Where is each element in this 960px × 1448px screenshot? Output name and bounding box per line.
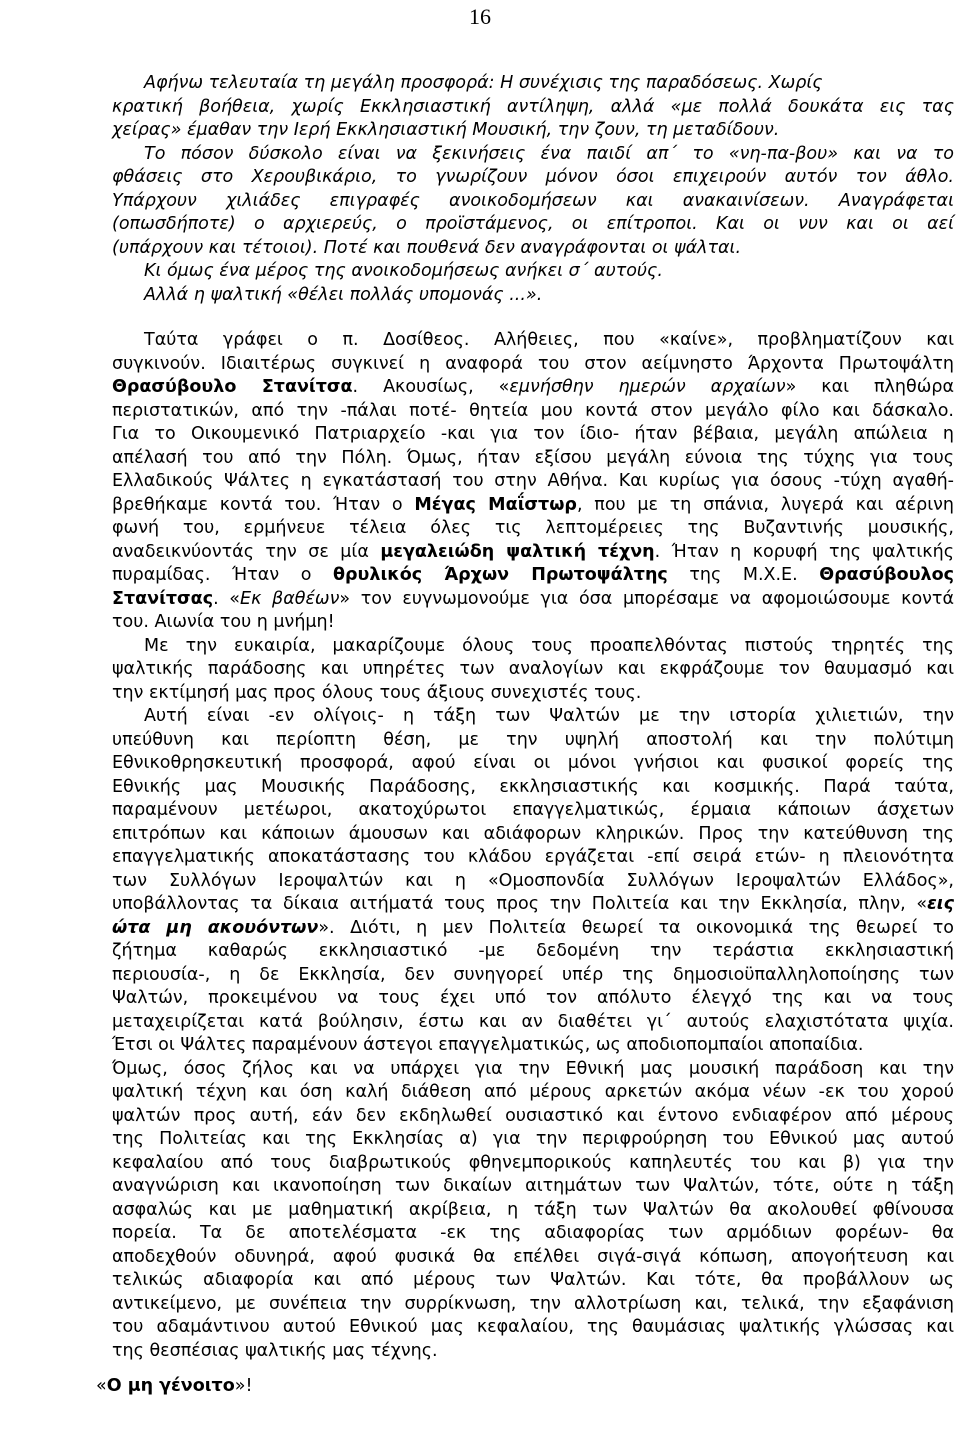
text-line: φωνή του, ερμήνευε τέλεια όλες τις λεπτομέρειες της Βυζαντινής μουσικής, bbox=[112, 518, 954, 538]
text-line: απέλασή του από την Πόλη. Όμως, ήταν εξίσου μεγάλη εύνοια της τύχης για τους bbox=[112, 447, 954, 468]
text-span: »! bbox=[234, 1376, 253, 1396]
text-line: ζήτημα καθαρώς εκκλησιαστικό -με δεδομένη την τεράστια εκκλησιαστική bbox=[112, 941, 954, 961]
text-line: Αλλά η ψαλτική «θέλει πολλάς υπομονάς ...». bbox=[144, 284, 543, 305]
body-text bbox=[96, 72, 955, 1399]
text-line: κεφαλαίου από τους διαβρωτικούς φθηνεμπορικούς καπηλευτές του και β) για την bbox=[112, 1152, 954, 1173]
text-line: χείρας» έμαθαν την Ιερή Εκκλησιαστική Μουσική, την ζουν, τη μεταδίδουν. bbox=[112, 120, 780, 140]
text-line bbox=[112, 376, 954, 400]
text-line bbox=[112, 588, 954, 612]
text-span: μεγαλειώδη ψαλτική τέχνη bbox=[380, 541, 655, 562]
text-span: υποβάλλοντας τα δίκαια αιτήματά τους προς την Πολιτεία και την Εκκλησία, πλην, « bbox=[112, 894, 928, 914]
text-span: . Ήταν η κορυφή της ψαλτικής bbox=[654, 541, 954, 562]
text-line: τελικώς αδιαφορία και από μέρους των Ψαλτών. Και τότε, θα προβάλλουν ως bbox=[112, 1270, 954, 1290]
text-line: της Πολιτείας και της Εκκλησίας α) για την περιφρούρηση του Εθνικού μας αυτού bbox=[112, 1129, 954, 1149]
text-line bbox=[96, 1375, 954, 1399]
text-span: θρυλικός Άρχων Πρωτοψάλτης bbox=[333, 565, 668, 585]
text-span: Μέγας Μαΐστωρ bbox=[414, 494, 577, 515]
text-line bbox=[112, 541, 954, 565]
text-line: συγκινούν. Ιδιαιτέρως συγκινεί η αναφορά του στον αείμνηστο Άρχοντα Πρωτοψάλτη bbox=[112, 353, 954, 374]
text-line: ασφαλώς και με μαθηματική ακρίβεια, η τάξη των Ψαλτών θα ακολουθεί φθίνουσα bbox=[112, 1199, 954, 1220]
text-line bbox=[112, 494, 954, 518]
text-line: ψαλτικής παράδοσης και υπηρέτες των αναλογίων και εκφράζουμε τον θαυμασμό και bbox=[112, 659, 954, 679]
text-span: . Ακουσίως, « bbox=[352, 377, 510, 397]
page-number: 16 bbox=[469, 4, 491, 29]
text-line: Ελλαδικούς Ψάλτες η εγκατάστασή του στην Αθήνα. Και κυρίως για όσους -τύχη αγαθή- bbox=[112, 471, 954, 491]
text-line: πορεία. Τα δε αποτελέσματα -εκ της αδιαφορίας των αρμόδιων φορέων- θα bbox=[112, 1223, 954, 1243]
text-line: περιστατικών, από την -πάλαι ποτέ- θητεία μου κοντά στον μεγάλο φίλο και δάσκαλο. bbox=[112, 400, 954, 421]
text-line: Για το Οικουμενικό Πατριαρχείο -και για τον ίδιο- ήταν βέβαια, μεγάλη απώλεια η bbox=[112, 424, 954, 444]
text-line bbox=[112, 893, 954, 917]
text-span: Ο μη γένοιτο bbox=[106, 1376, 235, 1396]
text-line: ψαλτική τέχνη και όση καλή διάθεση από μέρους αρκετών ακόμα νέων -εκ του χορού bbox=[112, 1082, 954, 1102]
text-line: αντικείμενο, με συνέπεια την συρρίκνωση, την αλλοτρίωση και, τελικά, την εξαφάνιση bbox=[112, 1293, 954, 1314]
text-line: των Συλλόγων Ιεροψαλτών και η «Ομοσπονδία Συλλόγων Ιεροψαλτών Ελλάδος», bbox=[112, 870, 954, 891]
text-line: της θεσπέσιας ψαλτικής μας τέχνης. bbox=[112, 1340, 438, 1361]
text-line: Υπάρχουν χιλιάδες επιγραφές ανοικοδομήσεων και ανακαινίσεων. Αναγράφεται bbox=[112, 190, 954, 211]
text-span: Εκ βαθέων bbox=[240, 588, 340, 609]
text-line: Αυτή είναι -εν ολίγοις- η τάξη των Ψαλτών με την ιστορία χιλιετιών, την bbox=[144, 706, 954, 726]
text-line: Ταύτα γράφει ο π. Δοσίθεος. Αλήθειες, που «καίνε», προβληματίζουν και bbox=[144, 330, 954, 350]
paragraph-gap bbox=[112, 1363, 954, 1375]
text-line: επαγγελματικής αποκατάστασης του κλάδου εργάζεται -επί σειρά ετών- η πλειονότητα bbox=[112, 847, 954, 867]
text-line: περιουσία-, η δε Εκκλησία, δεν συνηγορεί υπέρ της δημοσιοϋπαλληλοποίησης των bbox=[112, 964, 954, 985]
text-line: Έτσι οι Ψάλτες παραμένουν άστεγοι επαγγελματικώς, ως αποδιοπομπαίοι αποπαίδια. bbox=[112, 1035, 864, 1055]
text-span: » και πληθώρα bbox=[785, 377, 954, 397]
text-span: Θρασύβουλος bbox=[819, 565, 954, 585]
text-line: επιτρόπων και κάποιων άμουσων και αδιάφορων κληρικών. Προς την κατεύθυνση της bbox=[112, 823, 954, 844]
text-line: Εθνικοθρησκευτική προσφορά, αφού είναι οι μόνοι γνήσιοι και φυσικοί φορείς της bbox=[112, 753, 954, 773]
text-line: αποδεχθούν οδυνηρά, αφού φυσικά θα επέλθει σιγά-σιγά κόπωση, απογοήτευση και bbox=[112, 1246, 954, 1267]
text-line: κρατική βοήθεια, χωρίς Εκκλησιαστική αντίληψη, αλλά «με πολλά δουκάτα εις τας bbox=[112, 96, 954, 117]
text-line: υπεύθυνη και περίοπτη θέση, με την υψηλή αποστολή και την πολύτιμη bbox=[112, 729, 954, 750]
text-span: » τον ευγνωμονούμε για όσα μπορέσαμε να αφομοιώσουμε κοντά bbox=[339, 588, 954, 609]
text-line: Αφήνω τελευταία τη μεγάλη προσφορά: Η συνέχισις της παραδόσεως. Χωρίς bbox=[144, 73, 823, 93]
text-line: (οπωσδήποτε) ο αρχιερεύς, ο προϊστάμενος, οι επίτροποι. Και οι νυν και οι αεί bbox=[112, 214, 954, 234]
text-span: Στανίτσας bbox=[112, 588, 214, 609]
text-line bbox=[112, 564, 954, 588]
paragraph-gap bbox=[112, 307, 954, 329]
text-line: Το πόσον δύσκολο είναι να ξεκινήσεις ένα παιδί απ΄ το «νη-πα-βου» και να το bbox=[144, 143, 954, 164]
text-line: μεταχειρίζεται κατά βούλησιν, έστω και αν διαθέτει γι΄ αυτούς ελαχιστότατα ψιχία. bbox=[112, 1011, 954, 1032]
text-line: ψαλτών προς αυτή, εάν δεν εκδηλωθεί ουσιαστικό και έντονο ενδιαφέρον από μέρους bbox=[112, 1105, 954, 1126]
text-line: (υπάρχουν και τέτοιοι). Ποτέ και πουθενά δεν αναγράφονται οι ψάλται. bbox=[112, 237, 742, 258]
text-line: αναγνώριση και ικανοποίηση των δικαίων αιτημάτων των Ψαλτών, τότε, ούτε η τάξη bbox=[112, 1176, 954, 1196]
text-line: Ψαλτών, προκειμένου να τους έχει υπό τον απόλυτο έλεγχό της και να τους bbox=[112, 988, 954, 1008]
text-span: αναδεικνύοντάς την σε μία bbox=[112, 541, 381, 562]
text-line bbox=[112, 917, 954, 941]
text-line: Με την ευκαιρία, μακαρίζουμε όλους τους προαπελθόντας πιστούς τηρητές της bbox=[144, 635, 954, 656]
text-line: Εθνικής μας Μουσικής Παράδοσης, εκκλησιαστικής και κοσμικής. Παρά ταύτα, bbox=[112, 776, 954, 797]
text-line: την εκτίμησή μας προς όλους τους άξιους συνεχιστές τους. bbox=[112, 682, 642, 703]
text-line: του αδαμάντινου αυτού Εθνικού μας κεφαλαίου, της θαυμάσιας ψαλτικής γλώσσας και bbox=[112, 1317, 954, 1337]
text-span: πυραμίδας. Ήταν ο bbox=[112, 565, 333, 585]
text-line: Όμως, όσος ζήλος και να υπάρχει για την Εθνική μας μουσική παράδοση και την bbox=[112, 1058, 954, 1079]
text-span: , που με τη σπάνια, λυγερά και αέρινη bbox=[576, 494, 955, 515]
text-line: του. Αιωνία του η μνήμη! bbox=[112, 612, 335, 632]
text-span: ». Διότι, η μεν Πολιτεία θεωρεί τα οικονομικά της θεωρεί το bbox=[318, 917, 954, 938]
text-span: εμνήσθην ημερών αρχαίων bbox=[509, 377, 786, 397]
text-span: εις bbox=[927, 894, 954, 914]
text-span: της Μ.Χ.Ε. bbox=[667, 565, 820, 585]
text-line: φθάσεις στο Χερουβικάριο, το γνωρίζουν μόνον όσοι επιχειρούν αυτόν τον άθλο. bbox=[112, 167, 954, 187]
text-span: ώτα μη ακουόντων bbox=[112, 917, 319, 938]
text-line: παραμένουν μετέωροι, ακατοχύρωτοι επαγγελματικώς, έρμαια κάποιων άσχετων bbox=[112, 800, 954, 820]
text-span: « bbox=[96, 1376, 107, 1396]
text-span: Θρασύβουλο Στανίτσα bbox=[112, 377, 353, 397]
text-span: . « bbox=[213, 588, 241, 609]
text-span: βρεθήκαμε κοντά του. Ήταν ο bbox=[112, 494, 415, 515]
text-line: Κι όμως ένα μέρος της ανοικοδομήσεως ανήκει σ΄ αυτούς. bbox=[144, 261, 663, 281]
